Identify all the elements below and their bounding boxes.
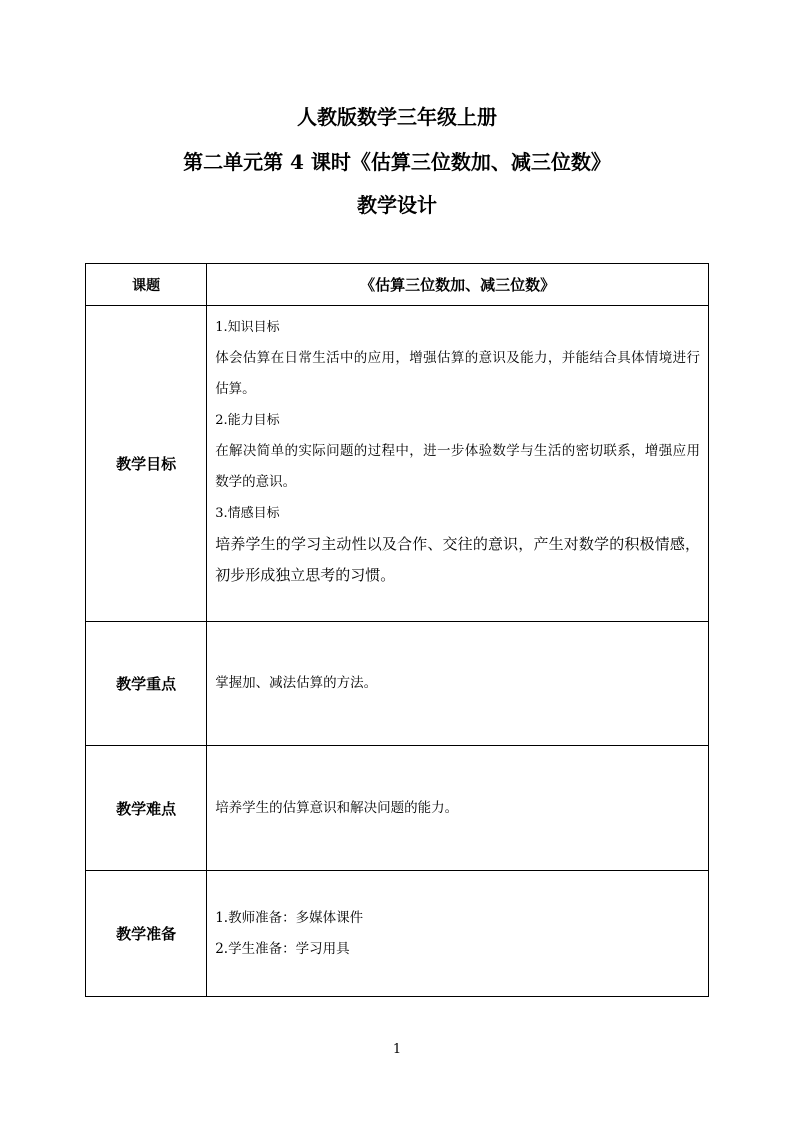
topic-label: 课题	[86, 264, 207, 306]
preparation-label: 教学准备	[86, 871, 207, 997]
document-title: 人教版数学三年级上册	[297, 105, 497, 129]
difficulties-label: 教学难点	[86, 746, 207, 871]
objectives-content	[207, 306, 709, 622]
key-points-label: 教学重点	[86, 622, 207, 746]
table-row-topic	[86, 264, 709, 306]
document-subtitle: 第二单元第 4 课时《估算三位数加、减三位数》	[183, 150, 611, 174]
table-row-difficulties	[86, 746, 709, 871]
objective-heading: 2.能力目标	[215, 413, 280, 428]
difficulties-value: 培养学生的估算意识和解决问题的能力。	[207, 746, 709, 871]
preparation-item: 2.学生准备：学习用具	[215, 940, 350, 957]
page-number: 1	[392, 1042, 402, 1057]
objective-body: 体会估算在日常生活中的应用，增强估算的意识及能力，并能结合具体情境进行估算。	[215, 350, 700, 397]
objective-heading: 1.知识目标	[215, 320, 280, 335]
table-row-preparation	[86, 871, 709, 997]
document-heading: 教学设计	[357, 193, 437, 217]
topic-value: 《估算三位数加、减三位数》	[207, 264, 709, 306]
preparation-item: 1.教师准备：多媒体课件	[215, 909, 364, 926]
preparation-content	[207, 871, 709, 997]
table-row-objectives	[86, 306, 709, 622]
objective-heading: 3.情感目标	[215, 506, 280, 521]
objective-body: 培养学生的学习主动性以及合作、交往的意识，产生对数学的积极情感，初步形成独立思考的习惯。	[215, 535, 700, 584]
table-row-key-points	[86, 622, 709, 746]
objective-body: 在解决简单的实际问题的过程中，进一步体验数学与生活的密切联系，增强应用数学的意识。	[215, 443, 700, 490]
key-points-value: 掌握加、减法估算的方法。	[207, 622, 709, 746]
objectives-label: 教学目标	[86, 306, 207, 622]
lesson-plan-table	[85, 263, 709, 997]
